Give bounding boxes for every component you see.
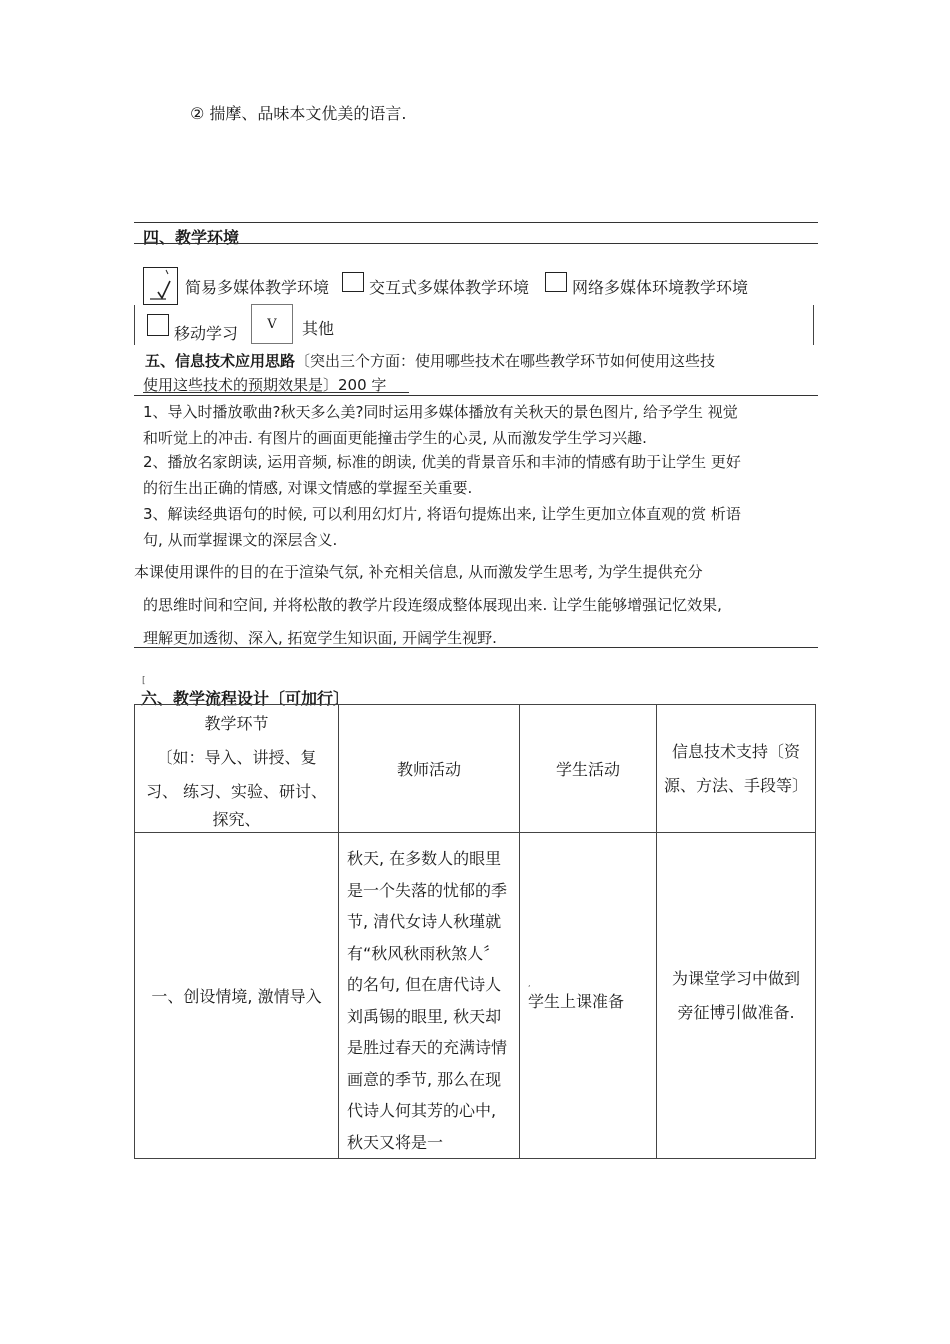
teaching-flow-table xyxy=(134,704,816,1159)
checkmark-icon xyxy=(144,268,176,303)
header-student: 学生活动 xyxy=(520,705,657,833)
row-it-line1: 为课堂学习中做到 xyxy=(671,968,800,988)
header-stage-line4: 探究、 xyxy=(212,809,261,829)
objective-2: ② 揣摩、品味本文优美的语言. xyxy=(190,104,407,123)
divider xyxy=(134,243,818,244)
env-label-interactive: 交互式多媒体教学环境 xyxy=(369,278,530,297)
section5-item-3-line1: 3、解读经典语句的时候, 可以利用幻灯片, 将语句提炼出来, 让学生更加立体直观的赏 析语 xyxy=(143,505,741,523)
section4-heading: 四、教学环境 xyxy=(143,228,240,247)
header-stage-line1: 教学环节 xyxy=(204,713,269,733)
section5-title-line xyxy=(145,350,715,371)
header-it-support xyxy=(657,705,816,833)
section5-heading: 五、信息技术应用思路 xyxy=(145,352,296,370)
row-teacher-activity: 秋天, 在多数人的眼里是一个失落的忧郁的季节, 清代女诗人秋瑾就有“秋风秋雨秋煞人〞的名句, 但在唐代诗人刘禹锡的眼里, 秋天却是胜过春天的充满诗情画意的季节, 那么在现代诗人何其芳的心中, 秋天又将是一 xyxy=(339,833,520,1159)
row-student-text: 学生上课准备 xyxy=(528,992,625,1011)
divider xyxy=(134,647,818,648)
section5-summary-line1: 本课使用课件的目的在于渲染气氛, 补充相关信息, 从而激发学生思考, 为学生提供充分 xyxy=(134,563,703,581)
row-student-activity xyxy=(520,833,657,1159)
env-checkbox-network[interactable] xyxy=(545,272,567,292)
row-it-line2: 旁征博引做准备. xyxy=(677,1002,795,1022)
env-checkbox-simple[interactable] xyxy=(143,267,178,305)
env-checkbox-interactive[interactable] xyxy=(342,272,364,292)
section5-summary-line3: 理解更加透彻、深入, 拓宽学生知识面, 开阔学生视野. xyxy=(143,629,497,647)
header-stage-line3: 习、 练习、实验、研讨、 xyxy=(145,781,328,801)
header-it-line2: 源、方法、手段等〕 xyxy=(663,775,808,795)
env-label-other: 其他 xyxy=(302,319,335,338)
section5-item-2-line1: 2、播放名家朗读, 运用音频, 标准的朗读, 优美的背景音乐和丰沛的情感有助于让学生 更好 xyxy=(143,453,741,471)
section5-note: 〔突出三个方面：使用哪些技术在哪些教学环节如何使用这些技 xyxy=(295,352,716,370)
header-teacher: 教师活动 xyxy=(339,705,520,833)
stray-mark: [ xyxy=(142,676,146,686)
section5-summary-line2: 的思维时间和空间, 并将松散的教学片段连缀成整体展现出来. 让学生能够增强记忆效果, xyxy=(143,596,722,614)
section5-item-3-line2: 句, 从而掌握课文的深层含义. xyxy=(143,531,338,549)
section5-item-1-line1: 1、导入时播放歌曲?秋天多么美?同时运用多媒体播放有关秋天的景色图片, 给予学生 视觉 xyxy=(143,403,738,421)
row-it-support xyxy=(657,833,816,1159)
env-checkbox-mobile[interactable] xyxy=(147,314,169,336)
table-row xyxy=(135,833,816,1159)
env-label-network: 网络多媒体环境教学环境 xyxy=(572,278,749,297)
table-header-row xyxy=(135,705,816,833)
stray-mark: , xyxy=(528,979,531,988)
section5-item-2-line2: 的衍生出正确的情感, 对课文情感的掌握至关重要. xyxy=(143,479,473,497)
section5-note-line2: 使用这些技术的预期效果是〕200 字 xyxy=(143,376,387,394)
section5-item-1-line2: 和听觉上的冲击. 有图片的画面更能撞击学生的心灵, 从而激发学生学习兴趣. xyxy=(143,429,647,447)
header-it-line1: 信息技术支持〔资 xyxy=(671,741,800,761)
header-stage xyxy=(135,705,339,833)
divider xyxy=(134,222,818,223)
env-label-simple: 简易多媒体教学环境 xyxy=(185,278,330,297)
divider xyxy=(813,305,814,345)
env-label-mobile: 移动学习 xyxy=(174,324,239,343)
divider xyxy=(134,305,135,345)
header-stage-line2: 〔如：导入、讲授、复 xyxy=(156,747,317,767)
row-stage: 一、创设情境, 激情导入 xyxy=(135,833,339,1159)
env-other-box[interactable]: V xyxy=(251,304,293,344)
divider xyxy=(143,392,409,393)
section6-heading: 六、教学流程设计〔可加行〕 xyxy=(141,689,350,708)
divider xyxy=(134,395,818,396)
